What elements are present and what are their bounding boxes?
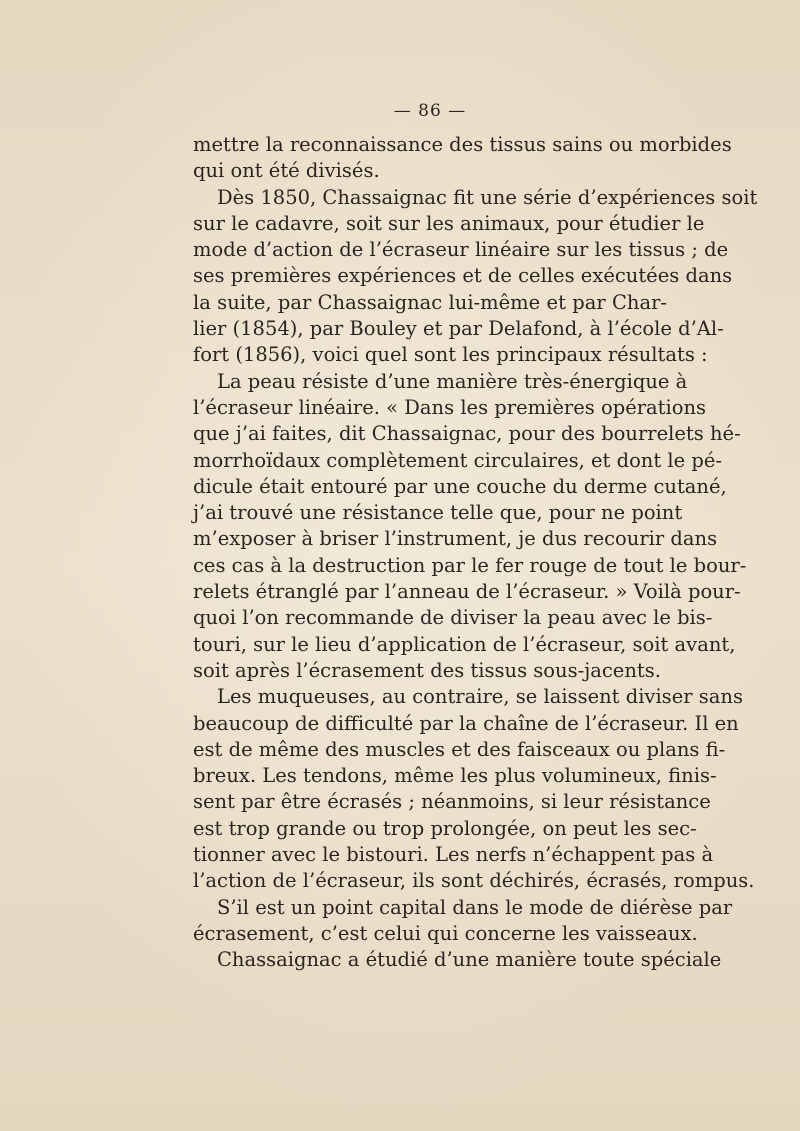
text-line: l’action de l’écraseur, ils sont déchirés, écrasés, rompus. xyxy=(193,869,755,893)
text-line: La peau résiste d’une manière très-énergique à xyxy=(217,369,688,393)
text-line: qui ont été divisés. xyxy=(193,159,380,183)
text-line: quoi l’on recommande de diviser la peau avec le bis- xyxy=(193,606,713,630)
text-line: sent par être écrasés ; néanmoins, si leur résistance xyxy=(193,790,711,814)
text-line: ces cas à la destruction par le fer rouge de tout le bour- xyxy=(193,553,747,577)
text-line: Chassaignac a étudié d’une manière toute spéciale xyxy=(217,948,722,972)
text-line: mode d’action de l’écraseur linéaire sur les tissus ; de xyxy=(193,238,729,262)
text-line: tionner avec le bistouri. Les nerfs n’échappent pas à xyxy=(193,843,714,867)
text-line: que j’ai faites, dit Chassaignac, pour des bourrelets hé- xyxy=(193,422,741,446)
text-line: m’exposer à briser l’instrument, je dus recourir dans xyxy=(193,527,718,551)
text-line: j’ai trouvé une résistance telle que, pour ne point xyxy=(193,501,683,525)
text-line: breux. Les tendons, même les plus volumineux, finis- xyxy=(193,764,717,788)
body-text xyxy=(193,132,758,974)
text-line: Dès 1850, Chassaignac fit une série d’expériences soit xyxy=(217,185,758,209)
text-line: lier (1854), par Bouley et par Delafond, à l’école d’Al- xyxy=(193,317,724,341)
text-line: touri, sur le lieu d’application de l’écraseur, soit avant, xyxy=(193,632,736,656)
text-line: mettre la reconnaissance des tissus sains ou morbides xyxy=(193,133,732,156)
text-line: Les muqueuses, au contraire, se laissent diviser sans xyxy=(217,685,743,709)
text-line: ses premières expériences et de celles exécutées dans xyxy=(193,264,733,288)
text-line: dicule était entouré par une couche du derme cutané, xyxy=(193,474,727,498)
text-line: beaucoup de difficulté par la chaîne de l’écraseur. Il en xyxy=(193,711,739,735)
text-line: morrhoïdaux complètement circulaires, et dont le pé- xyxy=(193,448,722,472)
text-line: fort (1856), voici quel sont les principaux résultats : xyxy=(193,343,708,367)
text-line: S’il est un point capital dans le mode de diérèse par xyxy=(217,895,733,919)
text-line: sur le cadavre, soit sur les animaux, pour étudier le xyxy=(193,211,705,235)
text-line: soit après l’écrasement des tissus sous-jacents. xyxy=(193,658,661,682)
text-line: la suite, par Chassaignac lui-même et par Char- xyxy=(193,290,667,314)
text-line: l’écraseur linéaire. « Dans les premières opérations xyxy=(193,395,707,419)
text-line: est trop grande ou trop prolongée, on peut les sec- xyxy=(193,816,697,840)
text-line: écrasement, c’est celui qui concerne les vaisseaux. xyxy=(193,921,698,945)
text-line: est de même des muscles et des faisceaux ou plans fi- xyxy=(193,737,726,761)
text-line: relets étranglé par l’anneau de l’écraseur. » Voilà pour- xyxy=(193,580,741,604)
page-number: — 86 — xyxy=(393,101,467,121)
